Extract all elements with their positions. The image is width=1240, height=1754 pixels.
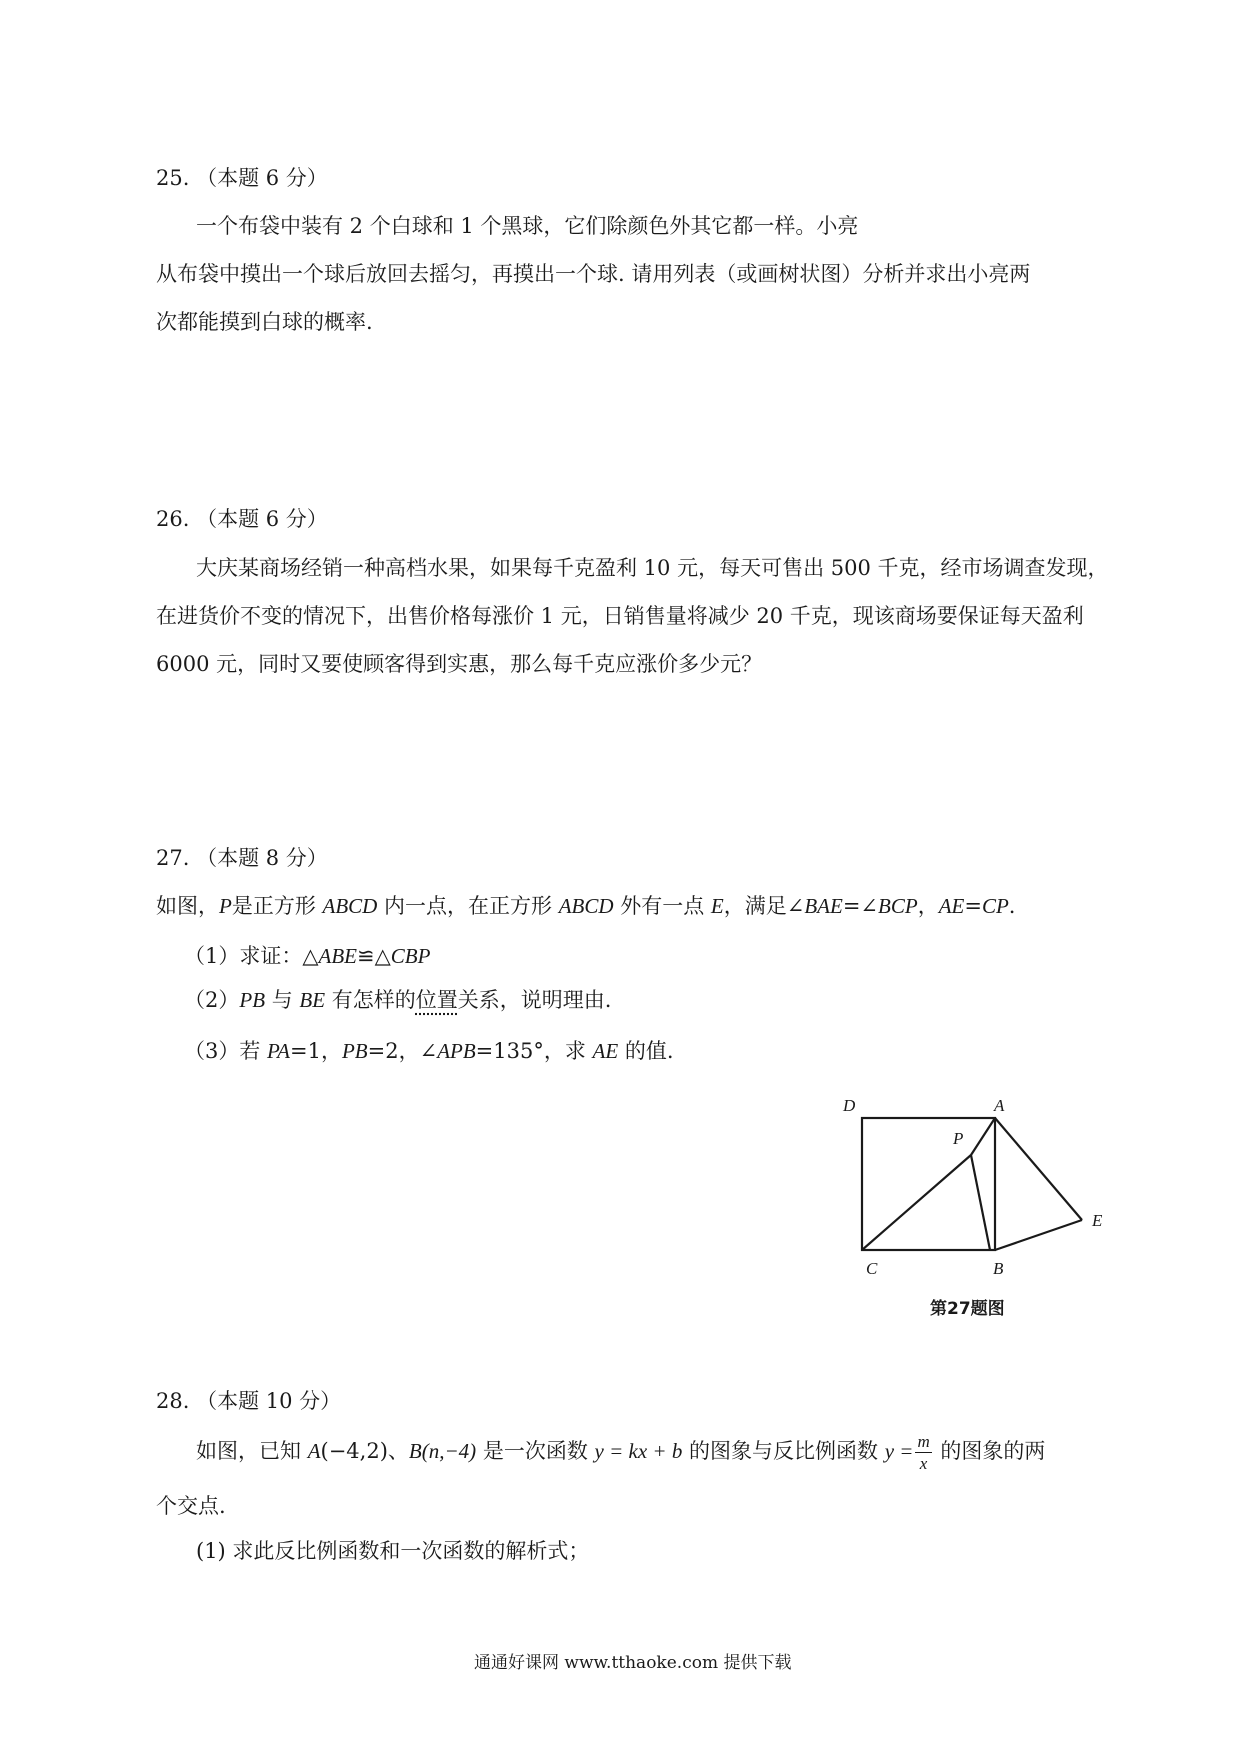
label-p: P [953,1129,964,1148]
q27-intro-text: . [1008,894,1016,918]
q27-part3-text: =2，∠ [367,1039,438,1063]
q27-var-abcd: ABCD [558,894,614,918]
q27-intro-text: ，满足∠ [723,894,805,918]
q27-score: （本题 8 分） [196,846,328,870]
q25-header [156,162,328,192]
q28-part1: (1) 求此反比例函数和一次函数的解析式； [196,1539,590,1563]
q27-emphasis: 位置 [415,988,458,1012]
q27-var-p: P [219,894,232,918]
q27-var-ae: AE [938,894,965,918]
q27-intro-text: 内一点，在正方形 [377,894,559,918]
q25-line3: 次都能摸到白球的概率. [156,310,373,334]
q28-line2: 个交点. [156,1494,226,1518]
q27-intro [156,890,1015,920]
label-b: B [993,1259,1004,1278]
q28-line1 [196,1433,1045,1472]
q27-var-abcd: ABCD [322,894,378,918]
q27-figure [840,1090,1120,1300]
q26-line1: 大庆某商场经销一种高档水果，如果每千克盈利 10 元，每天可售出 500 千克，经市场调查发现， [196,556,1109,580]
q25-score: （本题 6 分） [196,166,328,190]
square-abcd [862,1118,995,1250]
q28-text: 的图象的两 [933,1439,1046,1463]
q28-point-a: A [307,1439,321,1463]
q27-intro-text: =∠ [842,894,879,918]
q28-number: 28. [156,1389,190,1413]
q27-part1-text: （1）求证：△ [184,944,319,968]
q27-number: 27. [156,846,190,870]
q25-number: 25. [156,166,190,190]
q27-var-cbp: CBP [390,944,431,968]
q28-linear-equation: y = kx + b [594,1439,683,1463]
label-a: A [994,1096,1005,1115]
fraction-denominator: x [919,1454,928,1473]
q27-var-apb: APB [437,1039,476,1063]
q25-line2: 从布袋中摸出一个球后放回去摇匀，再摸出一个球. 请用列表（或画树状图）分析并求出小亮两 [156,262,1031,286]
q28-text: 是一次函数 [476,1439,595,1463]
q27-part2-text: 关系，说明理由. [457,988,612,1012]
q27-part1-text: ≌△ [357,944,391,968]
q27-intro-text: = [964,894,982,918]
q27-var-cp: CP [981,894,1009,918]
page-footer: 通通好课网 www.tthaoke.com 提供下载 [474,1653,792,1673]
segment-cp [862,1155,971,1250]
label-c: C [866,1259,878,1278]
q27-part2-text: （2） [184,988,240,1012]
q26-score: （本题 6 分） [196,507,328,531]
q27-part2-text: 与 [265,988,300,1012]
label-d: D [843,1096,856,1115]
q26-number: 26. [156,507,190,531]
q27-part1 [184,940,430,970]
q27-var-pb: PB [341,1039,368,1063]
q27-var-pa: PA [267,1039,290,1063]
segment-ae [995,1118,1082,1220]
q27-part3-text: （3）若 [184,1039,268,1063]
q27-var-abe: ABE [318,944,357,968]
q27-var-pb: PB [239,988,266,1012]
q28-inverse-equation: y = [884,1439,914,1463]
fraction-numerator: m [917,1432,930,1451]
q27-part3 [184,1035,674,1065]
q27-header [156,842,328,872]
q28-fraction [915,1433,931,1472]
label-e: E [1092,1211,1103,1230]
q28-text: 、 [387,1439,409,1463]
q28-point-a-coord: (−4,2) [320,1439,388,1463]
q27-intro-text: 外有一点 [613,894,711,918]
q28-point-b: B [408,1439,422,1463]
q27-part2 [184,984,611,1014]
segment-pb [971,1155,990,1250]
q27-part3-text: =135°，求 [475,1039,593,1063]
q28-header [156,1385,341,1415]
q27-figure-caption: 第27题图 [930,1299,1005,1319]
q25-line1: 一个布袋中装有 2 个白球和 1 个黑球，它们除颜色外其它都一样。小亮 [196,214,859,238]
q27-part3-text: 的值. [618,1039,674,1063]
q26-line3: 6000 元，同时又要使顾客得到实惠，那么每千克应涨价多少元？ [156,652,763,676]
q27-part2-text: 有怎样的 [325,988,416,1012]
q27-part3-text: =1， [290,1039,342,1063]
q27-var-be: BE [299,988,326,1012]
q27-intro-text: 是正方形 [231,894,323,918]
q28-text: 如图，已知 [196,1439,308,1463]
q27-var-e: E [710,894,724,918]
q26-line2: 在进货价不变的情况下，出售价格每涨价 1 元，日销售量将减少 20 千克，现该商场要保证每天盈利 [156,604,1084,628]
q27-intro-text: 如图， [156,894,219,918]
q26-header [156,503,328,533]
q28-text: 的图象与反比例函数 [682,1439,885,1463]
q28-point-b-coord: (n,−4) [421,1439,477,1463]
segment-eb [995,1220,1082,1250]
segment-pa [971,1118,995,1155]
q28-score: （本题 10 分） [196,1389,342,1413]
q27-intro-text: ， [917,894,939,918]
q27-var-ae: AE [592,1039,619,1063]
q27-var-bae: BAE [804,894,843,918]
q27-var-bcp: BCP [878,894,918,918]
